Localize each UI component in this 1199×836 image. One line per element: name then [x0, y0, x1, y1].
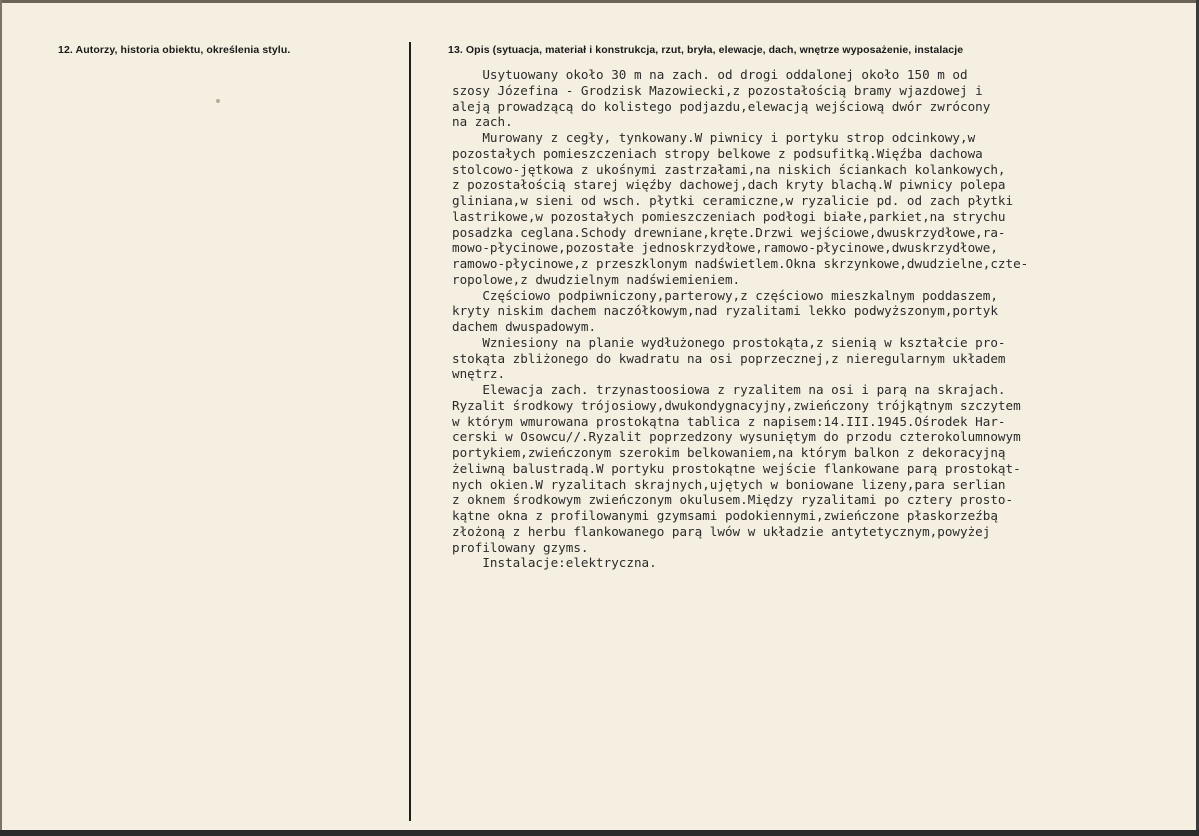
description-line: Częściowo podpiwniczony,parterowy,z częściowo mieszkalnym poddaszem,	[452, 287, 998, 303]
description-line: stolcowo-jętkowa z ukośnymi zastrzałami,na niskich ściankach kolankowych,	[452, 161, 1006, 177]
description-line: Murowany z cegły, tynkowany.W piwnicy i portyku strop odcinkowy,w	[452, 130, 976, 145]
description-line: szosy Józefina - Grodzisk Mazowiecki,z pozostałością bramy wjazdowej i	[452, 82, 983, 98]
description-line: Elewacja zach. trzynastoosiowa z ryzalitem na osi i parą na skrajach.	[452, 382, 1006, 397]
description-line: mowo-płycinowe,pozostałe jednoskrzydłowe,ramowo-płycinowe,dwuskrzydłowe,	[452, 240, 998, 256]
description-line: Usytuowany około 30 m na zach. od drogi oddalonej około 150 m od	[452, 67, 968, 82]
description-line: złożoną z herbu flankowanego parą lwów w układzie antytetycznym,powyżej	[452, 523, 991, 539]
description-line: Wzniesiony na planie wydłużonego prostokąta,z sienią w kształcie pro-	[452, 334, 1006, 350]
description-line: z oknem środkowym zwieńczonym okulusem.Między ryzalitami po cztery prosto-	[452, 492, 1014, 508]
description-text	[452, 67, 1197, 571]
description-line: lastrikowe,w pozostałych pomieszczeniach podłogi białe,parkiet,na strychu	[452, 208, 1006, 224]
description-line: na zach.	[452, 114, 513, 130]
section-12-heading: 12. Autorzy, historia obiektu, określenia stylu.	[58, 44, 291, 56]
description-line: ramowo-płycinowe,z przeszklonym nadświetlem.Okna skrzynkowe,dwudzielne,czte-	[452, 256, 1029, 271]
paper-mark	[216, 99, 220, 103]
description-line: aleją prowadzącą do kolistego podjazdu,elewacją wejściową dwór zwrócony	[452, 98, 991, 114]
description-line: pozostałych pomieszczeniach stropy belkowe z podsufitką.Więźba dachowa	[452, 145, 983, 161]
description-line: wnętrz.	[452, 366, 506, 382]
description-line: cerski w Osowcu//.Ryzalit poprzedzony wysuniętym do przodu czterokolumnowym	[452, 429, 1021, 445]
description-line: posadzka ceglana.Schody drewniane,kręte.Drzwi wejściowe,dwuskrzydłowe,ra-	[452, 224, 1006, 240]
description-line: stokąta zbliżonego do kwadratu na osi poprzecznej,z nieregularnym układem	[452, 350, 1006, 366]
description-line: nych okien.W ryzalitach skrajnych,ujętych w boniowane lizeny,para serlian	[452, 476, 1006, 492]
description-line: ropolowe,z dwudzielnym nadświemieniem.	[452, 271, 741, 287]
description-line: Ryzalit środkowy trójosiowy,dwukondygnacyjny,zwieńczony trójkątnym szczytem	[452, 397, 1021, 413]
description-line: żeliwną balustradą.W portyku prostokątne wejście flankowane parą prostokąt-	[452, 460, 1021, 476]
page-edge-top	[0, 0, 1199, 3]
description-line: gliniana,w sieni od wsch. płytki ceramiczne,w ryzalicie pd. od zach płytki	[452, 193, 1014, 208]
description-line: dachem dwuspadowym.	[452, 319, 597, 334]
description-line: w którym wmurowana prostokątna tablica z napisem:14.III.1945.Ośrodek Har-	[452, 413, 1006, 429]
description-line: kryty niskim dachem naczółkowym,nad ryzalitami lekko podwyższonym,portyk	[452, 303, 998, 319]
description-line: z pozostałością starej więźby dachowej,dach kryty blachą.W piwnicy polepa	[452, 177, 1006, 193]
page-edge-left	[0, 0, 2, 836]
page-edge-bottom	[0, 830, 1199, 836]
description-line: profilowany gzyms.	[452, 539, 589, 555]
column-divider	[409, 42, 411, 821]
description-line: kątne okna z profilowanymi gzymsami podokiennymi,zwieńczone płaskorzeźbą	[452, 508, 998, 523]
description-line: Instalacje:elektryczna.	[452, 555, 657, 571]
section-13-heading: 13. Opis (sytuacja, materiał i konstrukcja, rzut, bryła, elewacje, dach, wnętrze wyposażenie, instalacje	[448, 44, 964, 56]
description-line: portykiem,zwieńczonym szerokim belkowaniem,na którym balkon z dekoracyjną	[452, 445, 1006, 460]
